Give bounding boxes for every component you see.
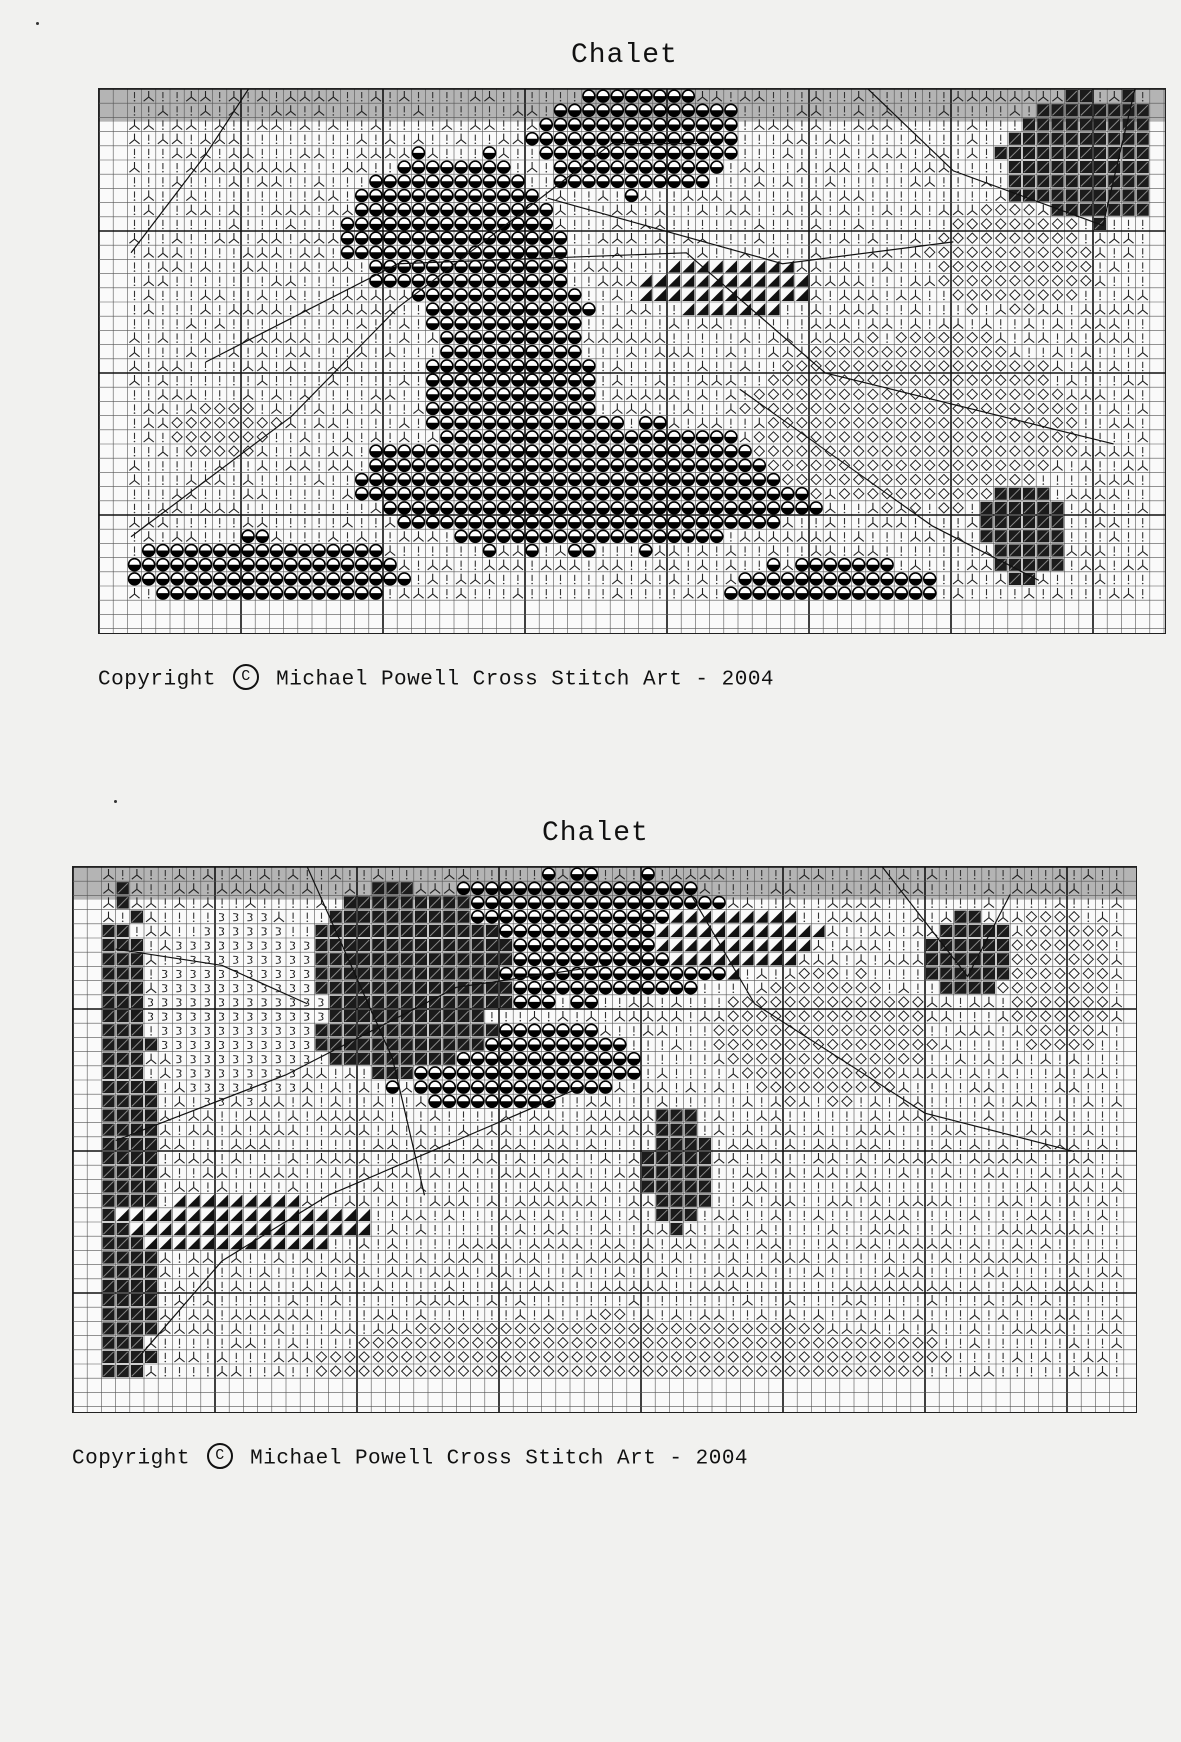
copyright-line <box>98 666 774 692</box>
paper-speck <box>114 800 117 803</box>
copyright-label: Copyright <box>98 668 216 692</box>
copyright-line <box>72 1445 748 1471</box>
paper-speck <box>36 22 39 25</box>
copyright-label: Copyright <box>72 1447 190 1471</box>
copyright-owner: Michael Powell Cross Stitch Art - 2004 <box>276 668 775 692</box>
cross-stitch-chart <box>72 866 1137 1413</box>
copyright-icon: C <box>233 664 259 690</box>
stitch-grid <box>73 867 1137 1413</box>
copyright-icon: C <box>207 1443 233 1469</box>
stitch-grid <box>99 89 1166 634</box>
copyright-owner: Michael Powell Cross Stitch Art - 2004 <box>250 1447 749 1471</box>
chart-title: Chalet <box>571 40 678 71</box>
cross-stitch-chart <box>98 88 1166 634</box>
chart-title: Chalet <box>542 818 649 849</box>
